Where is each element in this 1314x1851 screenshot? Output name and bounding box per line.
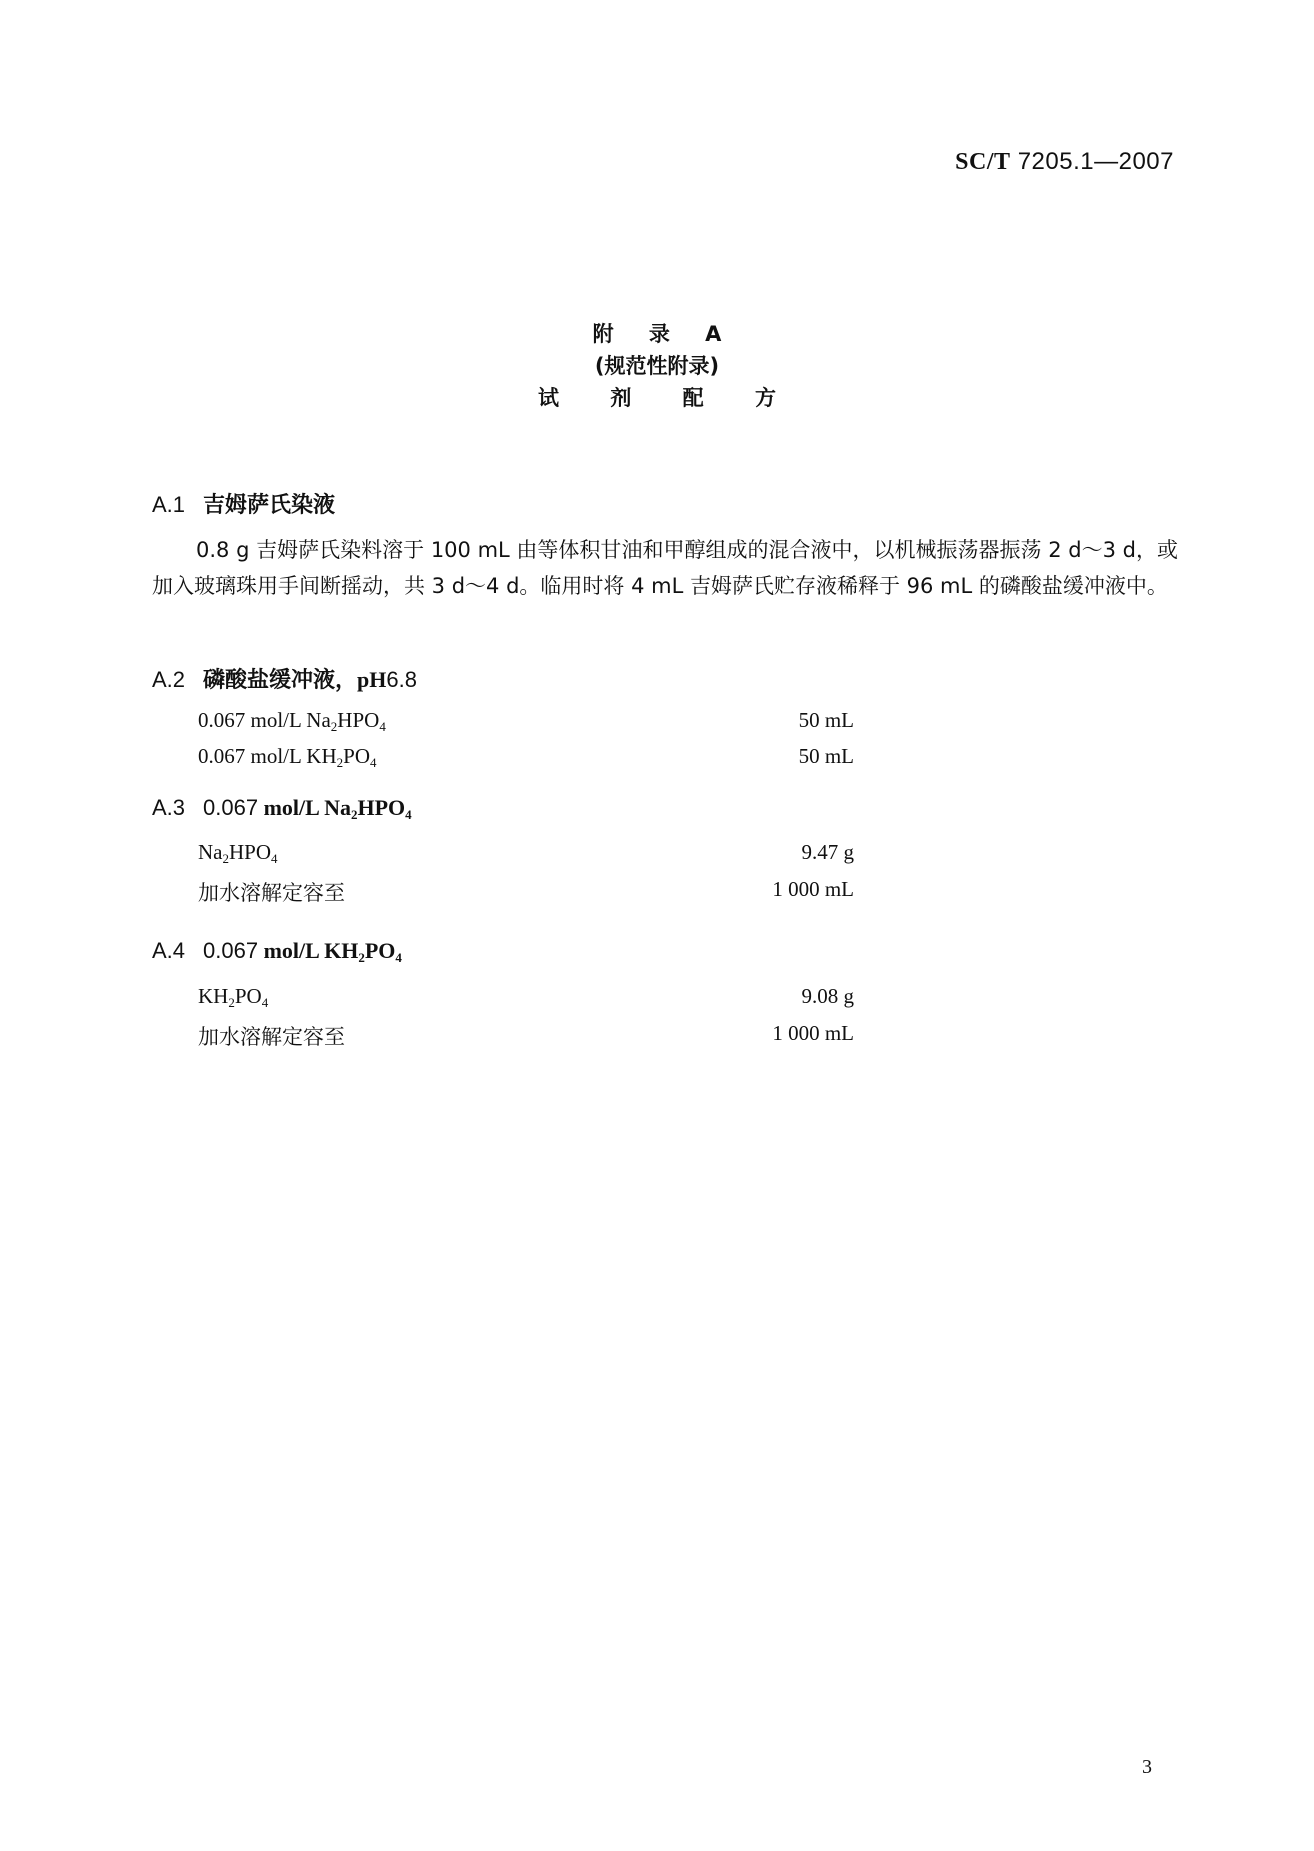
- section-title-formula: mol/L $Na_2HPO_4$: [258, 795, 412, 822]
- reagent-label: 0.067 mol/L $KH_2PO_4$: [198, 744, 377, 770]
- reagent-amount: 50 mL: [798, 708, 854, 732]
- reagent-amount: 9.08 g: [801, 984, 854, 1008]
- standard-prefix: SC/T: [955, 149, 1011, 175]
- section-a4-heading: [152, 938, 402, 964]
- annex-title: 附 录 A: [592, 322, 736, 346]
- section-number: A.4: [152, 938, 186, 963]
- annex-heading: [0, 318, 1314, 414]
- annex-type: (规范性附录): [594, 354, 720, 378]
- reagent-row: [198, 840, 854, 874]
- section-title-ph: pH: [357, 667, 387, 692]
- section-a3-heading: [152, 795, 412, 821]
- reagent-label: $Na_2HPO_4$: [198, 840, 278, 866]
- paragraph-text: 0.8 g 吉姆萨氏染料溶于 100 mL 由等体积甘油和甲醇组成的混合液中，以机械振荡器振荡 2 d～3 d，或加入玻璃珠用手间断摇动，共 3 d～4 d。临用时将 4 mL 吉姆萨氏贮存液稀释于 96 mL 的磷酸盐缓冲液中。: [152, 538, 1178, 598]
- reagent-row: [198, 744, 854, 778]
- section-number: A.2: [152, 667, 186, 692]
- section-title: 吉姆萨氏染液: [203, 493, 336, 518]
- standard-number: [955, 148, 1174, 176]
- section-title: 磷酸盐缓冲液，: [203, 668, 358, 693]
- section-a1-heading: [152, 488, 335, 519]
- reagent-amount: 1 000 mL: [772, 877, 854, 901]
- standard-code: 7205.1—2007: [1010, 148, 1174, 175]
- section-title-concentration: 0.067: [203, 938, 259, 963]
- section-a2-heading: [152, 663, 417, 694]
- reagent-label: 0.067 mol/L $Na_2HPO_4$: [198, 708, 386, 734]
- reagent-amount: 9.47 g: [801, 840, 854, 864]
- reagent-label: 加水溶解定容至: [198, 1025, 345, 1049]
- reagent-label: 加水溶解定容至: [198, 881, 345, 905]
- reagent-row: [198, 708, 854, 742]
- reagent-row: [198, 877, 854, 911]
- reagent-row: [198, 1021, 854, 1055]
- section-title-formula: mol/L $KH_2PO_4$: [258, 938, 402, 965]
- section-number: A.1: [152, 492, 186, 517]
- reagent-row: [198, 984, 854, 1018]
- section-number: A.3: [152, 795, 186, 820]
- reagent-label: $KH_2PO_4$: [198, 984, 269, 1010]
- reagent-amount: 50 mL: [798, 744, 854, 768]
- page-number: 3: [1142, 1756, 1152, 1778]
- reagent-amount: 1 000 mL: [772, 1021, 854, 1045]
- section-a1-paragraph: [152, 532, 1178, 604]
- section-title-concentration: 0.067: [203, 795, 259, 820]
- annex-name: 试 剂 配 方: [538, 386, 798, 410]
- section-title-ph-value: 6.8: [386, 667, 417, 692]
